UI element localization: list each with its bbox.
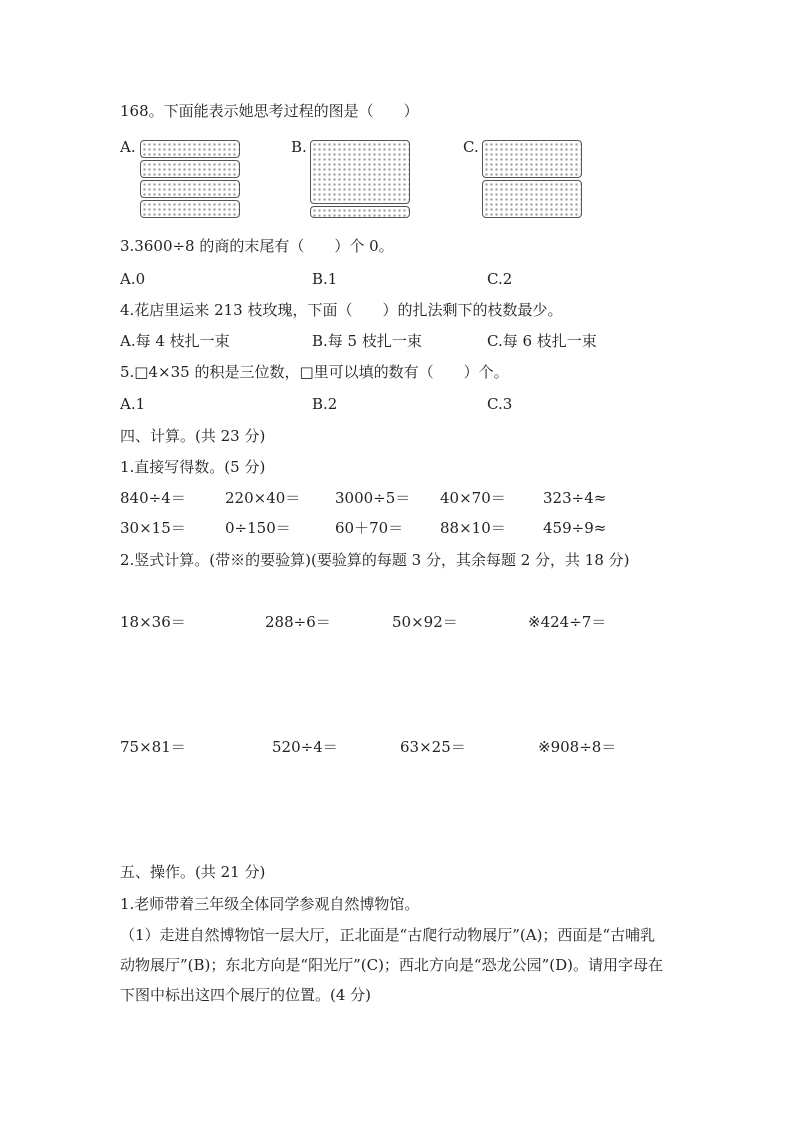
question-4-text: 4.花店里运来 213 枝玫瑰，下面（ ）的扎法剩下的枝数最少。 bbox=[120, 301, 563, 319]
oral-problem: 88×10＝ bbox=[440, 519, 506, 537]
oral-problem: 840÷4＝ bbox=[120, 489, 186, 507]
vertical-problem: 288÷6＝ bbox=[265, 613, 331, 631]
oral-calc-title: 1.直接写得数。(5 分) bbox=[120, 458, 266, 476]
q3-option-a[interactable]: A.0 bbox=[120, 270, 146, 288]
option-b-figure[interactable] bbox=[291, 138, 416, 220]
option-a-bar-4 bbox=[140, 200, 240, 218]
option-b-block bbox=[310, 140, 410, 204]
q3-option-c[interactable]: C.2 bbox=[487, 270, 513, 288]
operation-q1-1: （1）走进自然博物馆一层大厅，正北面是“古爬行动物展厅”(A)；西面是“古哺乳动物展厅”(B)；东北方向是“阳光厅”(C)；西北方向是“恐龙公园”(D)。请用字母在下图中标出这四个展厅的位置。(4 分) bbox=[120, 926, 663, 1004]
section-4-title: 四、计算。(共 23 分) bbox=[120, 427, 266, 445]
option-a-bar-1 bbox=[140, 140, 240, 158]
vertical-problem: ※424÷7＝ bbox=[528, 613, 607, 631]
q4-option-c[interactable]: C.每 6 枝扎一束 bbox=[487, 332, 597, 350]
q5-option-c[interactable]: C.3 bbox=[487, 395, 513, 413]
question-fig-text: 168。下面能表示她思考过程的图是（ ） bbox=[120, 102, 419, 120]
oral-problem: 60＋70＝ bbox=[335, 519, 404, 537]
q5-option-b[interactable]: B.2 bbox=[312, 395, 338, 413]
operation-q1: 1.老师带着三年级全体同学参观自然博物馆。 bbox=[120, 895, 420, 913]
option-c-block-2 bbox=[482, 180, 582, 218]
vertical-problem: 520÷4＝ bbox=[272, 738, 338, 756]
option-a-bar-2 bbox=[140, 160, 240, 178]
vertical-problem: 50×92＝ bbox=[392, 613, 458, 631]
q3-option-b[interactable]: B.1 bbox=[312, 270, 338, 288]
oral-problem: 459÷9≈ bbox=[543, 519, 607, 537]
vertical-calc-title: 2.竖式计算。(带※的要验算)(要验算的每题 3 分，其余每题 2 分，共 18 分) bbox=[120, 551, 630, 569]
q4-option-a[interactable]: A.每 4 枝扎一束 bbox=[120, 332, 230, 350]
vertical-problem: 63×25＝ bbox=[400, 738, 466, 756]
question-3-text: 3.3600÷8 的商的末尾有（ ）个 0。 bbox=[120, 237, 394, 255]
vertical-problem: 75×81＝ bbox=[120, 738, 186, 756]
vertical-problem: 18×36＝ bbox=[120, 613, 186, 631]
option-c-block-1 bbox=[482, 140, 582, 178]
q5-option-a[interactable]: A.1 bbox=[120, 395, 146, 413]
option-c-label: C. bbox=[463, 138, 479, 156]
oral-problem: 220×40＝ bbox=[225, 489, 301, 507]
section-5-title: 五、操作。(共 21 分) bbox=[120, 863, 266, 881]
option-b-bar bbox=[310, 206, 410, 218]
question-5-text: 5.□4×35 的积是三位数，□里可以填的数有（ ）个。 bbox=[120, 363, 509, 381]
oral-problem: 40×70＝ bbox=[440, 489, 506, 507]
oral-problem: 30×15＝ bbox=[120, 519, 186, 537]
option-a-figure[interactable] bbox=[120, 138, 245, 220]
option-b-label: B. bbox=[291, 138, 307, 156]
oral-problem: 323÷4≈ bbox=[543, 489, 607, 507]
q4-option-b[interactable]: B.每 5 枝扎一束 bbox=[312, 332, 422, 350]
vertical-problem: ※908÷8＝ bbox=[538, 738, 617, 756]
option-a-bar-3 bbox=[140, 180, 240, 198]
option-c-figure[interactable] bbox=[463, 138, 588, 220]
oral-problem: 0÷150＝ bbox=[225, 519, 291, 537]
option-a-label: A. bbox=[120, 138, 136, 156]
oral-problem: 3000÷5＝ bbox=[335, 489, 411, 507]
